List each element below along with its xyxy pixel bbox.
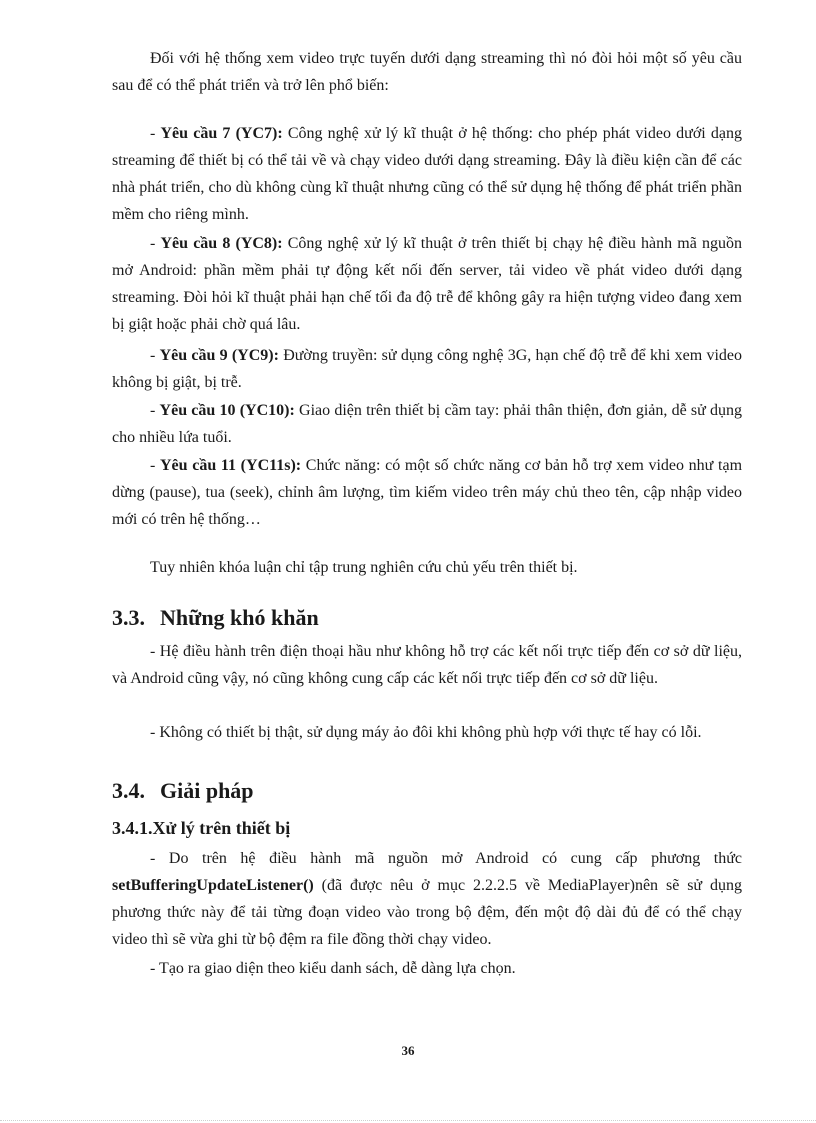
solution-text-before: - Do trên hệ điều hành mã nguồn mở Android có cung cấp phương thức <box>150 850 742 867</box>
requirement-label: Yêu cầu 11 (YC11s): <box>160 457 302 474</box>
requirement-text: Đường truyền: sử dụng công nghệ 3G, hạn chế độ trễ để khi xem video không bị giật, bị trễ. <box>112 347 743 391</box>
requirement-yc10 <box>112 397 742 451</box>
difficulty-item-2: - Không có thiết bị thật, sử dụng máy ảo đôi khi không phù hợp với thực tế hay có lỗi. <box>150 724 702 741</box>
solution-text-after: (đã được nêu ở mục 2.2.2.5 về MediaPlayer)nên sẽ sử dụng phương thức này để tải từng đoạn video vào trong bộ đệm, đến một độ dài đủ để có thể chạy video thì sẽ vừa ghi từ bộ đệm ra file đồng thời chạy video. <box>112 877 742 948</box>
subsection-title: Xử lý trên thiết bị <box>152 818 291 838</box>
solution-paragraph-2: - Tạo ra giao diện theo kiểu danh sách, dễ dàng lựa chọn. <box>150 960 516 977</box>
requirement-label: Yêu cầu 9 (YC9): <box>159 347 279 364</box>
requirement-text: Giao diện trên thiết bị cầm tay: phải thân thiện, đơn giản, dễ sử dụng cho nhiều lứa tuổi. <box>112 402 743 446</box>
page-bottom-divider <box>0 1120 816 1121</box>
requirement-label: Yêu cầu 8 (YC8): <box>160 235 283 252</box>
requirement-text: Công nghệ xử lý kĩ thuật ở hệ thống: cho phép phát video dưới dạng streaming để thiết bị có thể tải về và chạy video dưới dạng streaming. Đây là điều kiện cần để các nhà phát triển, cho dù không cùng kĩ thuật nhưng cũng có thể sử dụng hệ thống để phát triển phần mềm cho riêng mình. <box>112 125 742 223</box>
requirement-text: Chức năng: có một số chức năng cơ bản hỗ trợ xem video như tạm dừng (pause), tua (seek), chỉnh âm lượng, tìm kiếm video trên máy chủ theo tên, cập nhập video mới có trên hệ thống… <box>112 457 743 528</box>
requirement-yc7 <box>112 120 742 228</box>
requirement-label: Yêu cầu 7 (YC7): <box>160 125 283 142</box>
requirement-prefix: - <box>150 235 161 252</box>
section-number: 3.4. <box>112 778 145 803</box>
requirement-yc8 <box>112 230 742 338</box>
section-heading-3-4 <box>112 777 254 805</box>
subsection-number: 3.4.1. <box>112 818 153 838</box>
section-heading-3-3 <box>112 604 319 632</box>
conclusion-paragraph: Tuy nhiên khóa luận chỉ tập trung nghiên cứu chủ yếu trên thiết bị. <box>150 559 578 576</box>
solution-paragraph-1 <box>112 845 742 953</box>
requirement-prefix: - <box>150 457 160 474</box>
section-title: Giải pháp <box>160 778 254 803</box>
requirement-prefix: - <box>150 347 160 364</box>
requirement-label: Yêu cầu 10 (YC10): <box>159 402 295 419</box>
method-name: setBufferingUpdateListener() <box>112 877 314 894</box>
page-number: 36 <box>401 1043 415 1058</box>
subsection-heading-3-4-1 <box>112 815 290 841</box>
requirement-prefix: - <box>150 125 161 142</box>
requirement-prefix: - <box>150 402 160 419</box>
intro-paragraph: Đối với hệ thống xem video trực tuyến dưới dạng streaming thì nó đòi hỏi một số yêu cầu sau để có thể phát triển và trở lên phổ biến: <box>112 50 742 94</box>
requirement-yc9 <box>112 342 742 396</box>
requirement-text: Công nghệ xử lý kĩ thuật ở trên thiết bị chạy hệ điều hành mã nguồn mở Android: phần mềm phải tự động kết nối đến server, tải video về phát video dưới dạng streaming. Đòi hỏi kĩ thuật phải hạn chế tối đa độ trễ để không gây ra hiện tượng video đang xem bị giật hoặc phải chờ quá lâu. <box>112 235 742 333</box>
section-number: 3.3. <box>112 605 145 630</box>
requirement-yc11 <box>112 452 742 533</box>
difficulty-item-1: - Hệ điều hành trên điện thoại hầu như không hỗ trợ các kết nối trực tiếp đến cơ sở dữ liệu, và Android cũng vậy, nó cũng không cung cấp các kết nối trực tiếp đến cơ sở dữ liệu. <box>112 643 742 687</box>
section-title: Những khó khăn <box>160 605 319 630</box>
